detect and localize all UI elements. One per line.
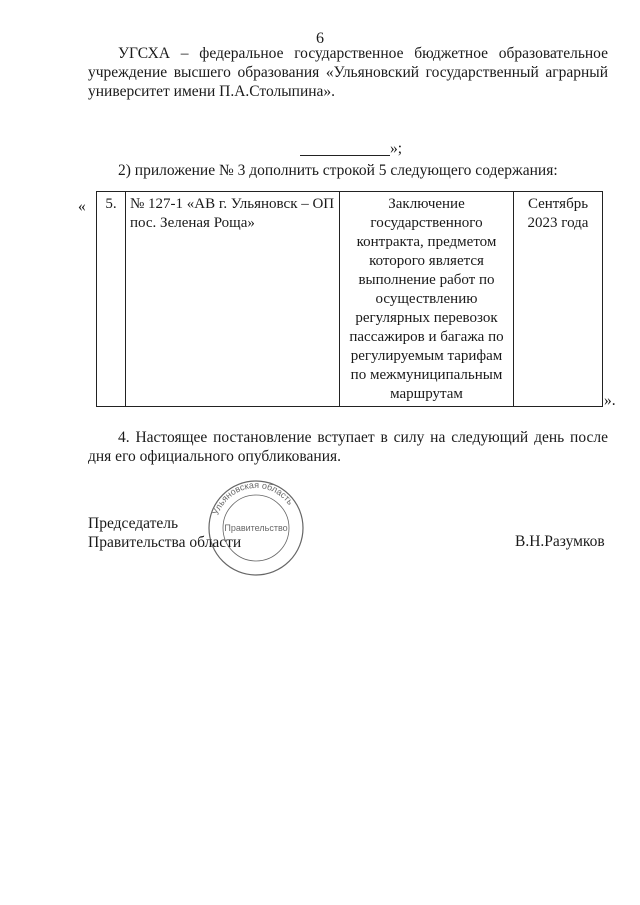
item-2-text: 2) приложение № 3 дополнить строкой 5 следующего содержания: (118, 162, 558, 179)
table-open-quote: « (78, 198, 86, 215)
route-cell: № 127-1 «АВ г. Ульяновск – ОП пос. Зеленая Роща» (126, 192, 340, 407)
svg-text:Ульяновская область (210, 480, 295, 516)
appendix-table (96, 191, 603, 407)
page-number: 6 (316, 30, 324, 47)
paragraph-4-effective-date: 4. Настоящее постановление вступает в силу на следующий день после дня его официального опубликования. (88, 429, 608, 465)
signatory-title-line1: Председатель (88, 515, 179, 532)
date-cell: Сентябрь 2023 года (514, 192, 603, 407)
seal-center-text: Правительство (224, 523, 288, 533)
seal-ring-text: Ульяновская область (210, 479, 296, 517)
table-row (97, 192, 603, 407)
description-cell: Заключение государственного контракта, предметом которого является выполнение работ по осуществлению регулярных перевозок пассажиров и багажа по регулируемым тарифам по межмуниципальным маршрутам (340, 192, 514, 407)
official-seal (206, 478, 306, 578)
row-number: 5. (97, 192, 126, 407)
blank-underline (300, 138, 390, 156)
paragraph-ugsha-definition: УГСХА – федеральное государственное бюджетное образовательное учреждение высшего образования «Ульяновский государственный аграрный университет имени П.А.Столыпина». (88, 45, 608, 100)
signatory-title-line2: Правительства области (88, 534, 242, 551)
table-end-quote: ». (604, 392, 616, 409)
closing-quote: »; (390, 140, 403, 157)
signatory-name: В.Н.Разумков (515, 533, 605, 550)
